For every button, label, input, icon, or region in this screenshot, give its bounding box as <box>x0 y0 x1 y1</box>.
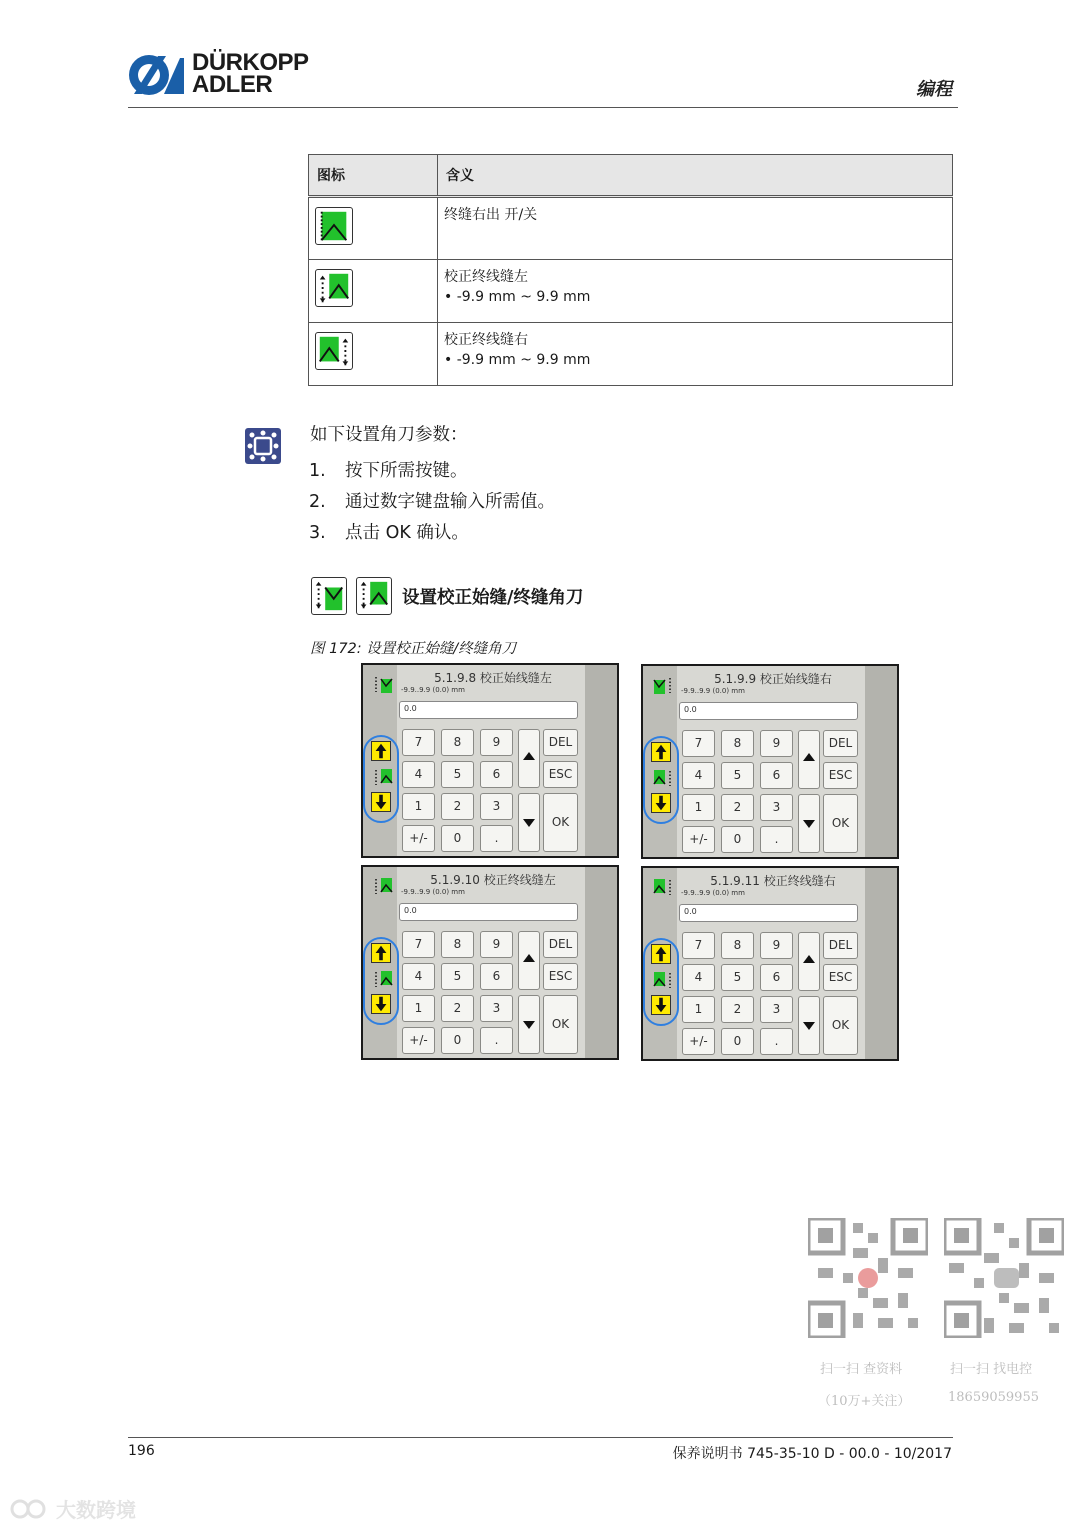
key-8[interactable]: 8 <box>721 932 754 959</box>
key-9[interactable]: 9 <box>760 932 793 959</box>
page-number: 196 <box>128 1443 155 1459</box>
key-0[interactable]: 0 <box>441 825 474 852</box>
dialog-title: 5.1.9.11 校正终线缝右 <box>710 874 836 888</box>
key-8[interactable]: 8 <box>721 730 754 757</box>
table-header-meaning: 含义 <box>438 155 953 197</box>
qr-caption: 18659059955 <box>948 1390 1039 1405</box>
arrow-down-icon[interactable] <box>371 994 391 1014</box>
list-item: 2. 通过数字键盘输入所需值。 <box>309 492 555 512</box>
value-input[interactable]: 0.0 <box>399 701 578 719</box>
esc-button[interactable]: ESC <box>543 963 578 990</box>
correct-end-seam-right-icon <box>653 877 673 897</box>
key-0[interactable]: 0 <box>721 826 754 853</box>
key-plus-minus[interactable]: +/- <box>402 1027 435 1054</box>
del-button[interactable]: DEL <box>823 932 858 959</box>
key-4[interactable]: 4 <box>402 761 435 788</box>
end-seam-right-out-icon <box>315 207 353 245</box>
value-input[interactable]: 0.0 <box>679 904 858 922</box>
scroll-down-button[interactable] <box>798 996 820 1055</box>
key-6[interactable]: 6 <box>480 963 513 990</box>
correct-end-seam-right-icon <box>653 970 673 990</box>
esc-button[interactable]: ESC <box>823 964 858 991</box>
key-3[interactable]: 3 <box>480 793 513 820</box>
ok-button[interactable]: OK <box>823 996 858 1055</box>
scroll-up-button[interactable] <box>798 730 820 789</box>
correct-end-seam-left-icon <box>373 876 393 896</box>
row-detail: • -9.9 mm ~ 9.9 mm <box>444 352 591 368</box>
footer-rule <box>128 1437 953 1438</box>
dialog-range: -9.9..9.9 (0.0) mm <box>401 686 465 694</box>
key-0[interactable]: 0 <box>721 1028 754 1055</box>
key-dot[interactable]: . <box>760 1028 793 1055</box>
del-button[interactable]: DEL <box>823 730 858 757</box>
dialog-range: -9.9..9.9 (0.0) mm <box>401 888 465 896</box>
key-7[interactable]: 7 <box>402 729 435 756</box>
scroll-down-button[interactable] <box>518 793 540 852</box>
value-input[interactable]: 0.0 <box>679 702 858 720</box>
key-6[interactable]: 6 <box>760 762 793 789</box>
instruction-steps <box>309 458 555 551</box>
list-item: 1. 按下所需按键。 <box>309 461 468 481</box>
dialog-title: 5.1.9.9 校正始线缝右 <box>714 672 832 686</box>
key-5[interactable]: 5 <box>441 963 474 990</box>
key-3[interactable]: 3 <box>760 794 793 821</box>
arrow-down-icon[interactable] <box>651 793 671 813</box>
key-1[interactable]: 1 <box>402 793 435 820</box>
correct-start-seam-left-icon <box>373 674 393 694</box>
key-plus-minus[interactable]: +/- <box>682 826 715 853</box>
qr-caption: 扫一扫 找电控 <box>950 1362 1033 1377</box>
ok-button[interactable]: OK <box>823 794 858 853</box>
scroll-down-button[interactable] <box>798 794 820 853</box>
key-7[interactable]: 7 <box>682 932 715 959</box>
correct-end-seam-left-icon <box>373 767 393 787</box>
key-dot[interactable]: . <box>480 825 513 852</box>
key-8[interactable]: 8 <box>441 729 474 756</box>
figure-caption: 图 172: 设置校正始缝/终缝角刀 <box>310 641 517 657</box>
value-dialog-4 <box>641 866 899 1061</box>
key-9[interactable]: 9 <box>760 730 793 757</box>
scroll-up-button[interactable] <box>518 729 540 788</box>
brand-logo-icon <box>10 1497 50 1521</box>
table-row <box>309 323 953 386</box>
correct-end-seam-left-icon <box>315 269 353 307</box>
list-item: 3. 点击 OK 确认。 <box>309 523 469 543</box>
row-title: 校正终线缝左 <box>444 269 528 285</box>
row-title: 终缝右出 开/关 <box>444 207 538 223</box>
qr-caption: 扫一扫 查资料 <box>820 1362 903 1377</box>
dialog-range: -9.9..9.9 (0.0) mm <box>681 687 745 695</box>
document-reference: 保养说明书 745-35-10 D - 00.0 - 10/2017 <box>672 1446 952 1462</box>
qr-code-icon <box>808 1218 928 1338</box>
esc-button[interactable]: ESC <box>543 761 578 788</box>
durkopp-adler-logo <box>128 49 328 98</box>
key-2[interactable]: 2 <box>441 793 474 820</box>
table-header-icon: 图标 <box>309 155 438 197</box>
key-4[interactable]: 4 <box>402 963 435 990</box>
value-dialog-3 <box>361 865 619 1060</box>
key-dot[interactable]: . <box>760 826 793 853</box>
del-button[interactable]: DEL <box>543 729 578 756</box>
key-dot[interactable]: . <box>480 1027 513 1054</box>
scroll-up-button[interactable] <box>798 932 820 991</box>
table-row <box>309 260 953 323</box>
key-4[interactable]: 4 <box>682 964 715 991</box>
key-1[interactable]: 1 <box>402 995 435 1022</box>
value-dialog-2 <box>641 664 899 859</box>
value-dialog-1 <box>361 663 619 858</box>
key-2[interactable]: 2 <box>721 996 754 1023</box>
table-row <box>309 197 953 260</box>
correct-start-seam-right-icon <box>653 675 673 695</box>
key-plus-minus[interactable]: +/- <box>682 1028 715 1055</box>
key-3[interactable]: 3 <box>760 996 793 1023</box>
correct-end-seam-left-icon <box>373 969 393 989</box>
key-7[interactable]: 7 <box>402 931 435 958</box>
dialog-title: 5.1.9.8 校正始线缝左 <box>434 671 552 685</box>
logo-mark-icon <box>128 54 184 96</box>
brand-watermark <box>10 1494 136 1523</box>
sub-heading <box>311 576 583 616</box>
arrow-up-icon[interactable] <box>651 944 671 964</box>
row-title: 校正终线缝右 <box>444 332 528 348</box>
logo-text: DÜRKOPP ADLER <box>192 49 309 98</box>
key-plus-minus[interactable]: +/- <box>402 825 435 852</box>
key-5[interactable]: 5 <box>441 761 474 788</box>
key-2[interactable]: 2 <box>721 794 754 821</box>
value-input[interactable]: 0.0 <box>399 903 578 921</box>
key-5[interactable]: 5 <box>721 762 754 789</box>
instructions-intro: 如下设置角刀参数： <box>310 425 468 445</box>
arrow-down-icon[interactable] <box>651 995 671 1015</box>
del-button[interactable]: DEL <box>543 931 578 958</box>
key-6[interactable]: 6 <box>760 964 793 991</box>
key-4[interactable]: 4 <box>682 762 715 789</box>
correct-end-seam-right-icon <box>653 768 673 788</box>
key-1[interactable]: 1 <box>682 996 715 1023</box>
correct-start-seam-left-icon <box>311 577 347 615</box>
ok-button[interactable]: OK <box>543 793 578 852</box>
qr-code-icon <box>944 1218 1064 1338</box>
key-3[interactable]: 3 <box>480 995 513 1022</box>
correct-end-seam-right-icon <box>315 332 353 370</box>
key-2[interactable]: 2 <box>441 995 474 1022</box>
esc-button[interactable]: ESC <box>823 762 858 789</box>
key-8[interactable]: 8 <box>441 931 474 958</box>
ok-button[interactable]: OK <box>543 995 578 1054</box>
arrow-up-icon[interactable] <box>371 943 391 963</box>
scroll-down-button[interactable] <box>518 995 540 1054</box>
correct-end-seam-left-icon <box>356 577 392 615</box>
scroll-up-button[interactable] <box>518 931 540 990</box>
arrow-down-icon[interactable] <box>371 792 391 812</box>
arrow-up-icon[interactable] <box>371 741 391 761</box>
icon-meaning-table <box>308 154 953 386</box>
key-9[interactable]: 9 <box>480 729 513 756</box>
sub-heading-text: 设置校正始缝/终缝角刀 <box>402 587 584 608</box>
qr-caption: （10万+关注） <box>818 1394 911 1409</box>
key-6[interactable]: 6 <box>480 761 513 788</box>
key-5[interactable]: 5 <box>721 964 754 991</box>
section-label: 编程 <box>916 79 952 100</box>
key-7[interactable]: 7 <box>682 730 715 757</box>
dialog-title: 5.1.9.10 校正终线缝左 <box>430 873 556 887</box>
key-0[interactable]: 0 <box>441 1027 474 1054</box>
key-9[interactable]: 9 <box>480 931 513 958</box>
header-rule <box>128 107 958 108</box>
arrow-up-icon[interactable] <box>651 742 671 762</box>
row-detail: • -9.9 mm ~ 9.9 mm <box>444 289 591 305</box>
brand-name: 大数跨境 <box>56 1498 136 1522</box>
dialog-range: -9.9..9.9 (0.0) mm <box>681 889 745 897</box>
operating-step-icon <box>245 428 281 464</box>
key-1[interactable]: 1 <box>682 794 715 821</box>
